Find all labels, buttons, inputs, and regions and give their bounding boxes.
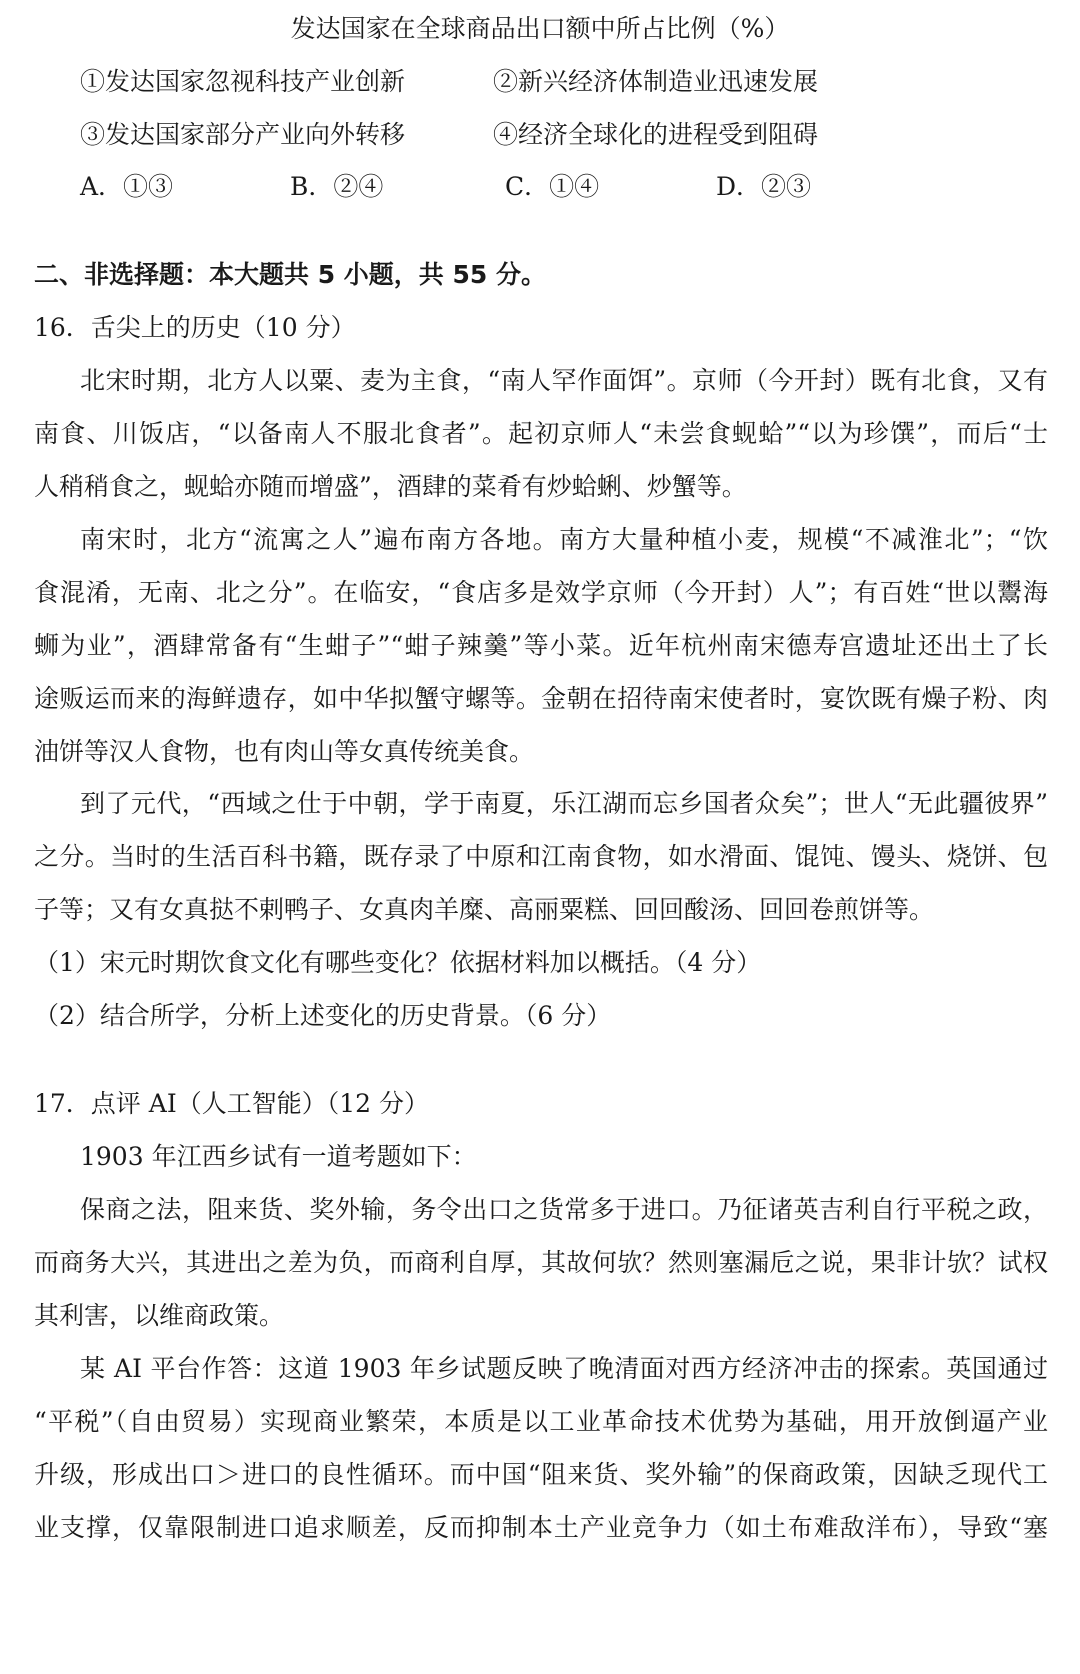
q17-line-7: 升级，形成出口＞进口的良性循环。而中国“阻来货、奖外输”的保商政策，因缺乏现代工 [34,1460,1048,1489]
choice-b: B．②④ [290,172,384,201]
q17-line-4: 其利害，以维商政策。 [34,1301,285,1330]
q16-line-6: 蛳为业”，酒肆常备有“生蚶子”“蚶子辣羹”等小菜。近年杭州南宋德寿宫遗址还出土了长 [34,631,1048,660]
q17-line-3: 而商务大兴，其进出之差为负，而商利自厚，其故何欤？然则塞漏卮之说，果非计欤？试权 [34,1248,1048,1277]
question-16-title: 16．舌尖上的历史（10 分） [34,313,356,342]
q16-line-8: 油饼等汉人食物，也有肉山等女真传统美食。 [34,737,535,766]
statement-3: ③发达国家部分产业向外转移 [80,120,406,149]
q16-line-11: 子等；又有女真挞不剌鸭子、女真肉羊糜、高丽粟糕、回回酸汤、回回卷煎饼等。 [34,895,935,924]
q16-line-10: 之分。当时的生活百科书籍，既存录了中原和江南食物，如水滑面、馄饨、馒头、烧饼、包 [34,842,1048,871]
q16-line-7: 途贩运而来的海鲜遗存，如中华拟蟹守螺等。金朝在招待南宋使者时，宴饮既有燥子粉、肉 [34,684,1048,713]
q16-line-2: 南食、川饭店，“以备南人不服北食者”。起初京师人“未尝食蚬蛤”“以为珍馔”，而后“士 [34,419,1048,448]
q16-line-4: 南宋时，北方“流寓之人”遍布南方各地。南方大量种植小麦，规模“不减淮北”；“饮 [80,525,1048,554]
q16-line-5: 食混淆，无南、北之分”。在临安，“食店多是效学京师（今开封）人”；有百姓“世以鬻海 [34,578,1048,607]
choice-d: D．②③ [716,172,812,201]
chart-caption: 发达国家在全球商品出口额中所占比例（%） [290,14,790,43]
q16-subquestion-2: （2）结合所学，分析上述变化的历史背景。（6 分） [34,1001,612,1030]
q16-subquestion-1: （1）宋元时期饮食文化有哪些变化？依据材料加以概括。（4 分） [34,948,762,977]
choice-c: C．①④ [505,172,600,201]
q17-line-8: 业支撑，仅靠限制进口追求顺差，反而抑制本土产业竞争力（如土布难敌洋布），导致“塞 [34,1513,1048,1542]
q17-line-1: 1903 年江西乡试有一道考题如下： [80,1142,477,1171]
statement-4: ④经济全球化的进程受到阻碍 [493,120,819,149]
question-17-title: 17．点评 AI（人工智能）（12 分） [34,1089,429,1118]
q16-line-1: 北宋时期，北方人以粟、麦为主食，“南人罕作面饵”。京师（今开封）既有北食，又有 [80,366,1048,395]
choice-a: A．①③ [80,172,174,201]
q16-line-9: 到了元代，“西域之仕于中朝，学于南夏，乐江湖而忘乡国者众矣”；世人“无此疆彼界” [80,789,1048,818]
statement-1: ①发达国家忽视科技产业创新 [80,67,406,96]
section-heading: 二、非选择题：本大题共 5 小题，共 55 分。 [34,260,547,289]
q16-line-3: 人稍稍食之，蚬蛤亦随而增盛”，酒肆的菜肴有炒蛤蜊、炒蟹等。 [34,472,747,501]
q17-line-2: 保商之法，阻来货、奖外输，务令出口之货常多于进口。乃征诸英吉利自行平税之政， [80,1195,1048,1224]
q17-line-5: 某 AI 平台作答：这道 1903 年乡试题反映了晚清面对西方经济冲击的探索。英国通过 [80,1354,1048,1383]
statement-2: ②新兴经济体制造业迅速发展 [493,67,819,96]
q17-line-6: “平税”（自由贸易）实现商业繁荣，本质是以工业革命技术优势为基础，用开放倒逼产业 [34,1407,1048,1436]
